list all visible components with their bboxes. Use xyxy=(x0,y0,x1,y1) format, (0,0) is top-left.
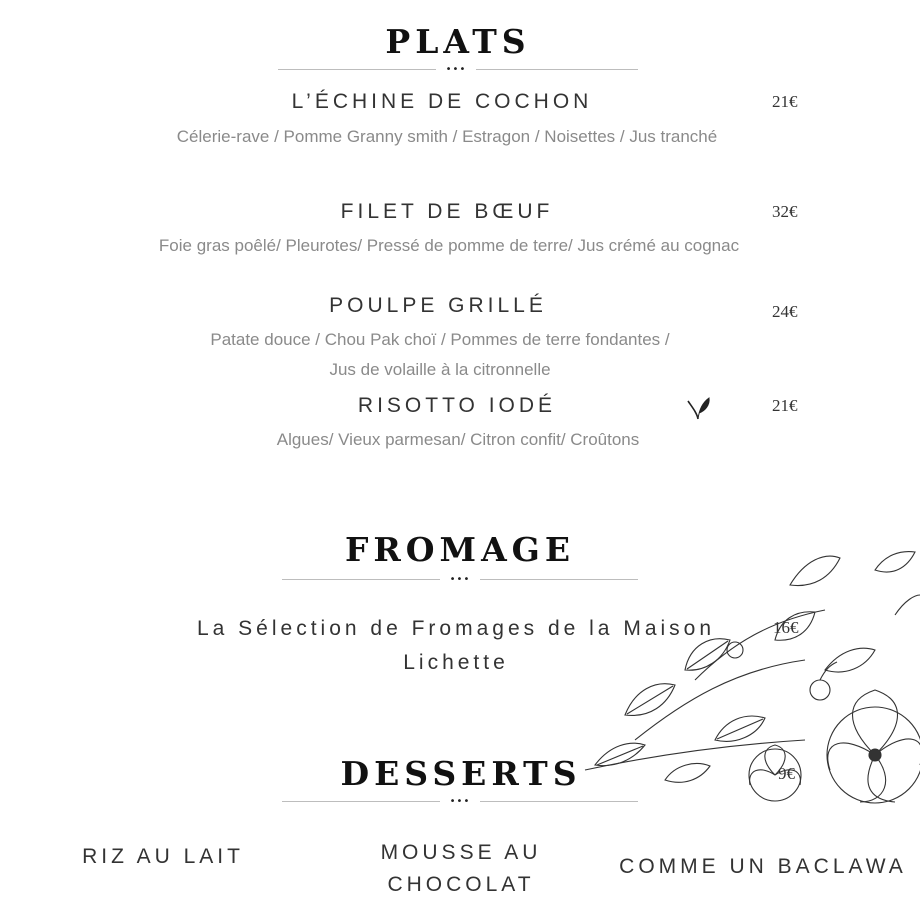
dish-price-poulpe: 24€ xyxy=(772,302,798,321)
section-title-fromage: FROMAGE xyxy=(344,530,576,569)
dish-desc-poulpe-line1: Patate douce / Chou Pak choï / Pommes de terre fondantes / xyxy=(210,330,670,349)
dish-price-risotto: 21€ xyxy=(772,396,798,415)
dish-desc-poulpe-line2: Jus de volaille à la citronnelle xyxy=(329,360,551,379)
dessert-name-mousse-line2: CHOCOLAT xyxy=(387,873,535,896)
dish-desc-echine: Célerie-rave / Pomme Granny smith / Estragon / Noisettes / Jus tranché xyxy=(176,127,718,146)
cheese-name-line2: Lichette xyxy=(403,651,509,674)
dessert-name-mousse-line1: MOUSSE AU xyxy=(380,841,542,864)
vegetarian-leaf-icon xyxy=(686,393,712,421)
dessert-name-riz-au-lait: RIZ AU LAIT xyxy=(82,845,244,868)
dessert-name-baclawa: COMME UN BACLAWA xyxy=(619,855,907,878)
desserts-price: 9€ xyxy=(778,764,795,783)
cheese-price: 16€ xyxy=(773,618,799,637)
dish-desc-risotto: Algues/ Vieux parmesan/ Citron confit/ Croûtons xyxy=(276,430,640,449)
dish-name-echine: L’ÉCHINE DE COCHON xyxy=(291,90,593,113)
dish-name-poulpe: POULPE GRILLÉ xyxy=(329,294,547,317)
section-title-desserts: DESSERTS xyxy=(340,754,582,793)
dish-name-filet: FILET DE BŒUF xyxy=(340,200,554,223)
dish-name-risotto: RISOTTO IODÉ xyxy=(357,394,557,417)
cheese-name-line1: La Sélection de Fromages de la Maison xyxy=(196,617,716,640)
divider-ornament: ••• xyxy=(436,65,476,75)
divider-ornament: ••• xyxy=(440,575,480,585)
dish-price-echine: 21€ xyxy=(772,92,798,111)
dish-desc-filet: Foie gras poêlé/ Pleurotes/ Pressé de pomme de terre/ Jus crémé au cognac xyxy=(158,236,740,255)
divider-ornament: ••• xyxy=(440,797,480,807)
section-title-plats: PLATS xyxy=(385,22,531,61)
dish-price-filet: 32€ xyxy=(772,202,798,221)
